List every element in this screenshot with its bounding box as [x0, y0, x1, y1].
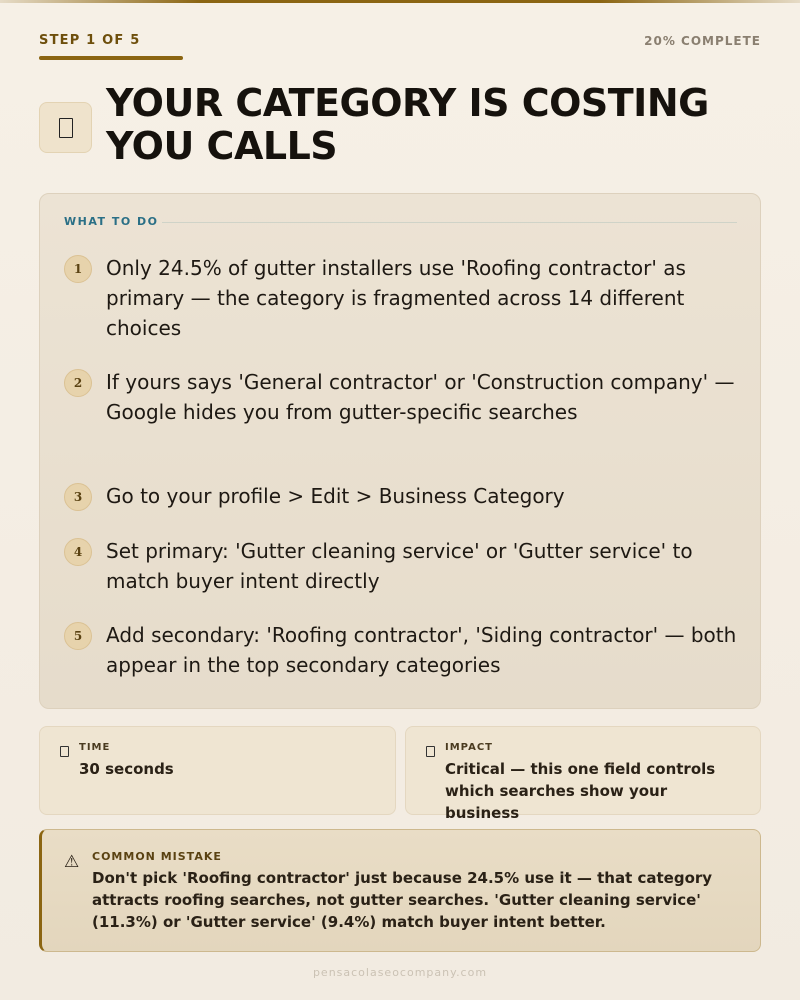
mistake-text: Don't pick 'Roofing contractor' just because 24.5% use it — that category attracts roofing searches, not gutter searches. 'Gutter cleaning service' (11.3%) or 'Gutter service' (9.4%) match buyer intent better. — [92, 869, 713, 931]
step-number: 3 — [64, 483, 92, 511]
time-box — [39, 726, 396, 815]
step-text: Add secondary: 'Roofing contractor', 'Siding contractor' — both appear in the top secondary categories — [106, 623, 737, 677]
footer-domain: pensacolaseocompany.com — [312, 966, 488, 979]
common-mistake-box — [39, 829, 761, 952]
time-value: 30 seconds — [79, 760, 174, 778]
progress-percent: 20% COMPLETE — [644, 34, 761, 48]
chart-icon — [426, 746, 435, 757]
warning-icon: ⚠ — [64, 852, 80, 872]
step-number: 1 — [64, 255, 92, 283]
step-text: Go to your profile > Edit > Business Category — [106, 484, 565, 508]
step-number: 2 — [64, 369, 92, 397]
mistake-label: COMMON MISTAKE — [92, 850, 222, 863]
step-number: 4 — [64, 538, 92, 566]
progress-bar — [39, 56, 761, 60]
impact-value: Critical — this one field controls which searches show your business — [445, 760, 716, 822]
clock-icon — [60, 746, 69, 757]
step-text: Set primary: 'Gutter cleaning service' or 'Gutter service' to match buyer intent directly — [106, 539, 693, 593]
step-label: STEP 1 OF 5 — [39, 33, 141, 48]
what-to-do-header: WHAT TO DO — [64, 215, 159, 228]
impact-box — [405, 726, 761, 822]
top-accent-bar — [0, 0, 800, 3]
page-title: YOUR CATEGORY IS COSTING YOU CALLS — [106, 81, 709, 168]
time-label: TIME — [79, 742, 111, 753]
impact-label: IMPACT — [445, 742, 493, 753]
progress-fill — [39, 56, 183, 60]
step-text: Only 24.5% of gutter installers use 'Roofing contractor' as primary — the category is fragmented across 14 different choices — [106, 256, 686, 340]
document-icon — [39, 102, 92, 153]
step-number: 5 — [64, 622, 92, 650]
header-divider — [162, 222, 737, 223]
step-text: If yours says 'General contractor' or 'Construction company' — Google hides you from gutter-specific searches — [106, 370, 735, 424]
what-to-do-card — [39, 193, 761, 709]
